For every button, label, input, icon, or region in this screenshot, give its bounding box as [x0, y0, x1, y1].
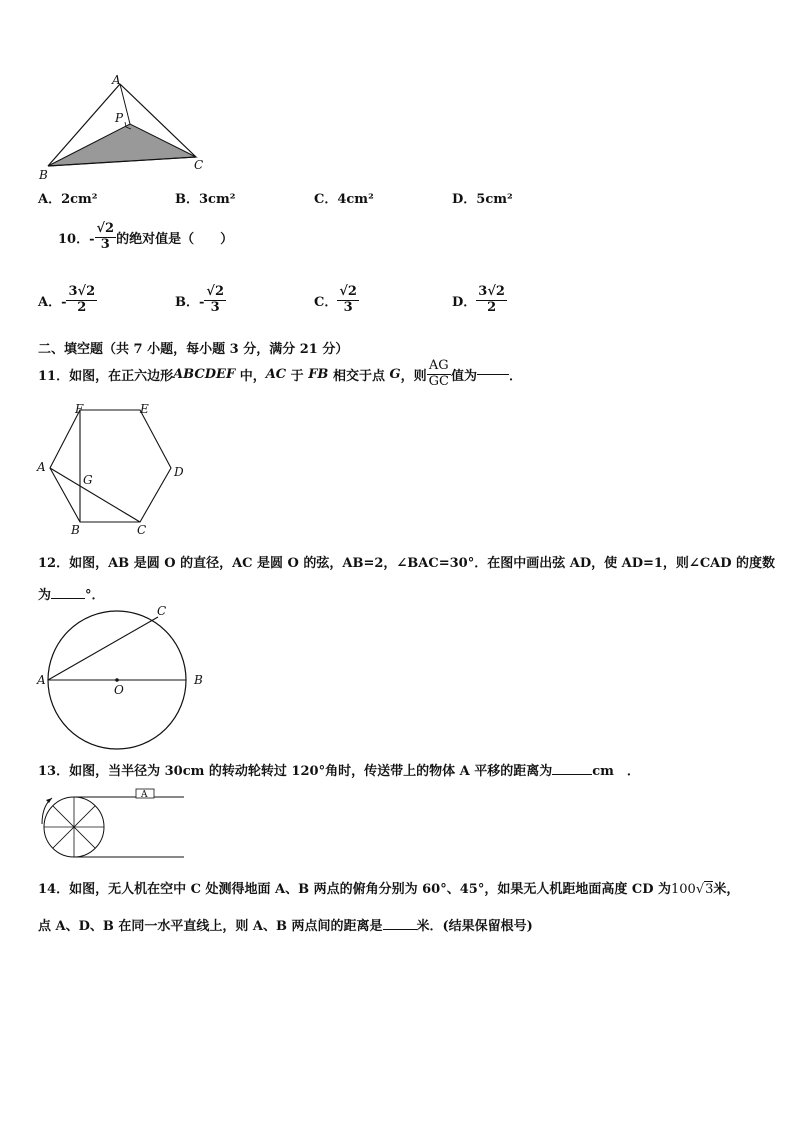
q11-end: ． — [508, 368, 522, 384]
conveyor-figure — [36, 784, 191, 864]
q10-option-a-fraction: $\frac{3√2}{2}$ — [68, 284, 96, 315]
q10-option-d-label: D． — [452, 294, 477, 310]
q10-option-c-fraction: $\frac{√2}{3}$ — [339, 284, 357, 315]
hexagon-abcdef — [50, 410, 171, 522]
rotation-arrowhead-icon — [46, 798, 52, 803]
q10-option-c-radicand: 2 — [347, 284, 357, 299]
q11-suffix: 值为 — [450, 368, 477, 384]
q11-prefix: 11．如图，在正六边形 — [38, 368, 174, 384]
q11-ac: AC — [265, 366, 287, 382]
q12-line2-prefix: 为 — [38, 588, 52, 603]
q10-number: 10．- — [58, 231, 95, 247]
q10-option-b-radicand: 2 — [214, 284, 224, 299]
q14-radicand: 3 — [705, 882, 714, 897]
q14-line2-prefix: 点 A、D、B 在同一水平直线上，则 A、B 两点间的距离是 — [38, 919, 383, 934]
q11-mid3: 相交于点 — [328, 368, 390, 384]
question-11 — [38, 359, 522, 390]
q11-mid2: 于 — [286, 368, 309, 384]
circle-label-c: C — [157, 604, 167, 618]
q10-option-d-radicand: 2 — [495, 284, 505, 299]
object-a-label: A — [141, 790, 148, 800]
question-10 — [58, 222, 233, 253]
hex-label-c: C — [137, 523, 147, 537]
q9-option-d: D．5cm² — [452, 192, 513, 207]
circle-label-b: B — [194, 673, 203, 687]
q14-height-value: 100√3 — [671, 882, 714, 897]
circle-label-a: A — [37, 673, 46, 687]
shaded-triangle-bpc — [48, 124, 196, 166]
q9-option-a: A．2cm² — [38, 192, 98, 207]
q10-option-d — [452, 285, 507, 316]
q10-option-b-fraction: $\frac{√2}{3}$ — [206, 284, 224, 315]
label-p: P — [115, 111, 124, 125]
q10-option-d-fraction: $\frac{3√2}{2}$ — [478, 284, 505, 315]
hex-label-d: D — [174, 465, 184, 479]
q13-suffix: cm ． — [592, 764, 640, 779]
triangle-figure — [36, 72, 211, 184]
q11-denominator: GC — [428, 373, 449, 389]
q10-option-d-coef: 3 — [478, 284, 488, 299]
q13-prefix: 13．如图，当半径为 30cm 的转动轮转过 120°角时，传送带上的物体 A 平移的距离为 — [38, 764, 553, 779]
q11-mid4: ，则 — [400, 368, 427, 384]
hex-label-g: G — [83, 473, 93, 487]
hex-label-b: B — [71, 523, 80, 537]
q10-option-c-den: 3 — [343, 299, 353, 315]
question-13 — [38, 760, 640, 779]
section-heading: 二、填空题（共 7 小题，每小题 3 分，满分 21 分） — [38, 342, 349, 357]
hex-label-f: F — [75, 402, 84, 416]
center-point — [115, 678, 119, 682]
label-b: B — [39, 168, 48, 182]
label-c: C — [194, 158, 204, 172]
q11-hexagon-name: ABCDEF — [173, 366, 236, 382]
q10-tail: 的绝对值是（ ） — [116, 231, 234, 247]
q10-option-d-den: 2 — [487, 299, 497, 315]
q9-option-c: C．4cm² — [314, 192, 374, 207]
question-12-line2 — [38, 584, 105, 603]
question-12-line1: 12．如图，AB 是圆 O 的直径，AC 是圆 O 的弦，AB=2，∠BAC=30°．在图中画出弦 AD，使 AD=1，则∠CAD 的度数 — [38, 556, 776, 571]
hexagon-figure — [34, 400, 194, 540]
q11-mid1: 中， — [235, 368, 266, 384]
label-a: A — [112, 73, 121, 87]
circle-figure — [36, 602, 211, 752]
hex-label-e: E — [140, 402, 149, 416]
q10-radicand: 2 — [105, 221, 115, 236]
q14-line1-suffix: 米， — [713, 882, 740, 897]
answer-blank-12[interactable] — [51, 598, 85, 599]
q10-option-a-radicand: 2 — [86, 284, 96, 299]
q11-fb: FB — [308, 366, 329, 382]
segment-ac — [50, 468, 140, 522]
q10-denominator: 3 — [100, 236, 110, 252]
q11-numerator: AG — [427, 359, 451, 375]
q10-option-a-label: A．- — [38, 294, 67, 310]
q14-line2-suffix: 米．(结果保留根号) — [416, 919, 533, 934]
answer-blank-14[interactable] — [383, 929, 417, 930]
answer-blank-11[interactable] — [477, 374, 509, 375]
circle-label-o: O — [114, 683, 124, 697]
q9-option-b: B．3cm² — [175, 192, 236, 207]
q10-fraction: $\frac{√2}{3}$ — [96, 221, 115, 252]
question-14-line2 — [38, 915, 533, 934]
question-14-line1 — [38, 878, 739, 897]
q14-line1-prefix: 14．如图，无人机在空中 C 处测得地面 A、B 两点的俯角分别为 60°、45°，如果无人机距地面高度 CD 为 — [38, 882, 671, 897]
q11-g: G — [389, 366, 401, 382]
q10-option-a-coef: 3 — [68, 284, 78, 299]
q10-option-b-label: B．- — [175, 294, 205, 310]
hex-label-a: A — [37, 460, 46, 474]
q12-line2-suffix: °． — [85, 588, 105, 603]
q10-option-b — [175, 285, 226, 316]
q10-option-c — [314, 285, 359, 316]
rotation-arrow-icon — [42, 798, 52, 824]
q10-option-a — [38, 285, 97, 316]
q10-option-a-den: 2 — [77, 299, 87, 315]
q10-option-b-den: 3 — [210, 299, 220, 315]
answer-blank-13[interactable] — [552, 774, 592, 775]
q10-option-c-label: C． — [314, 294, 338, 310]
q14-coef: 100 — [671, 882, 696, 897]
q11-fraction — [427, 359, 451, 390]
chord-ac — [48, 617, 158, 680]
